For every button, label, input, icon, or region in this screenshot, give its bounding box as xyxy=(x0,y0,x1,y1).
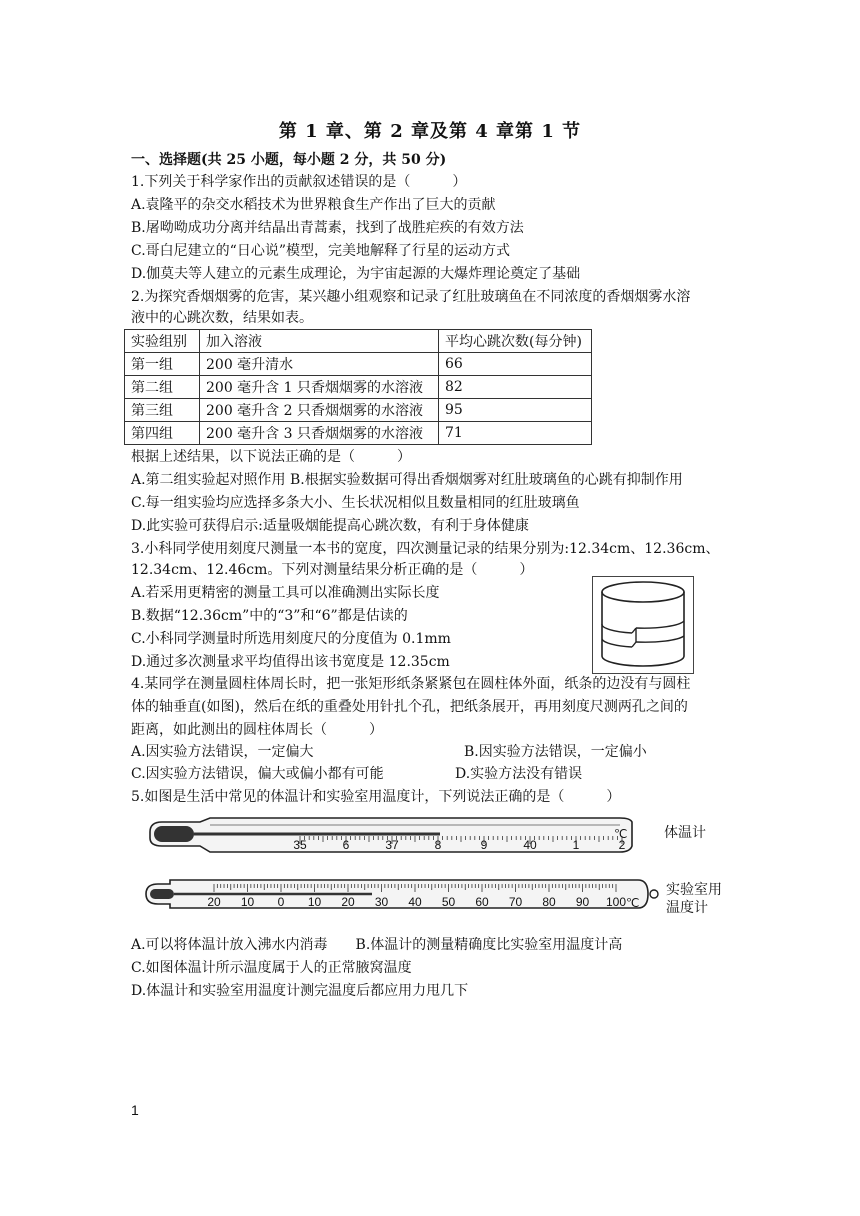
q4-option-d: D.实验方法没有错误 xyxy=(455,766,583,782)
table-row xyxy=(125,376,592,399)
section-heading: 一、选择题(共 25 小题，每小题 2 分，共 50 分) xyxy=(131,152,447,168)
q4-option-a: A.因实验方法错误，一定偏大 xyxy=(131,744,314,760)
q3-option-d: D.通过多次测量求平均值得出该书宽度是 12.35cm xyxy=(131,654,450,670)
lab-thermometer-tick-label: 30 xyxy=(374,895,389,909)
q3-stem-line1: 3.小科同学使用刻度尺测量一本书的宽度，四次测量记录的结果分别为:12.34cm、12.36cm、 xyxy=(131,541,720,557)
q3-option-a: A.若采用更精密的测量工具可以准确测出实际长度 xyxy=(131,585,440,601)
q2-stem-line2: 液中的心跳次数，结果如表。 xyxy=(131,310,313,326)
q3-option-b: B.数据“12.36cm”中的“3”和“6”都是估读的 xyxy=(131,608,408,624)
lab-thermometer-tick-label: 100 xyxy=(605,895,627,909)
page-title: 第 1 章、第 2 章及第 4 章第 1 节 xyxy=(278,121,582,142)
table-cell: 第一组 xyxy=(125,353,200,376)
q5-option-ab: A.可以将体温计放入沸水内消毒 B.体温计的测量精确度比实验室用温度计高 xyxy=(131,937,623,953)
q4-stem-line2: 体的轴垂直(如图)，然后在纸的重叠处用针扎个孔，把纸条展开，再用刻度尺测两孔之间的 xyxy=(131,699,688,715)
clinical-thermometer-tick-label: 8 xyxy=(434,838,442,852)
table-cell: 第二组 xyxy=(125,376,200,399)
table-cell: 71 xyxy=(439,422,592,445)
clinical-thermometer-tick-label: 9 xyxy=(480,838,488,852)
table-cell: 66 xyxy=(439,353,592,376)
page-number: 1 xyxy=(131,1102,139,1118)
q2-after-table: 根据上述结果，以下说法正确的是（ ） xyxy=(131,449,411,465)
lab-thermometer-tick-label: 40 xyxy=(408,895,422,909)
q1-option-c: C.哥白尼建立的“日心说”模型，完美地解释了行星的运动方式 xyxy=(131,243,510,259)
clinical-thermometer-tick-label: 35 xyxy=(293,838,307,852)
lab-thermometer-tick-label: 60 xyxy=(475,895,489,909)
table-cell: 95 xyxy=(439,399,592,422)
table-cell: 82 xyxy=(439,376,592,399)
lab-thermometer-label xyxy=(666,880,722,916)
q1-option-b: B.屠呦呦成功分离并结晶出青蒿素，找到了战胜疟疾的有效方法 xyxy=(131,220,524,236)
q2-option-ab: A.第二组实验起对照作用 B.根据实验数据可得出香烟烟雾对红肚玻璃鱼的心跳有抑制作用 xyxy=(131,472,683,488)
table-cell: 200 毫升含 3 只香烟烟雾的水溶液 xyxy=(200,422,439,445)
q1-stem: 1.下列关于科学家作出的贡献叙述错误的是（ ） xyxy=(131,174,467,190)
lab-thermometer-tick-label: 90 xyxy=(575,895,590,909)
lab-thermometer-label-line1: 实验室用 xyxy=(666,881,722,897)
table-cell: 200 毫升清水 xyxy=(200,353,439,376)
cylinder-figure xyxy=(592,576,694,674)
table-row xyxy=(125,399,592,422)
table-row xyxy=(125,422,592,445)
lab-thermometer-label-line2: 温度计 xyxy=(666,899,708,915)
clinical-thermometer-tick-label: 2 xyxy=(618,838,626,852)
table-cell: 200 毫升含 2 只香烟烟雾的水溶液 xyxy=(200,399,439,422)
q2-option-c: C.每一组实验均应选择多条大小、生长状况相似且数量相同的红肚玻璃鱼 xyxy=(131,495,580,511)
table-row xyxy=(125,353,592,376)
q4-stem-line3: 距离，如此测出的圆柱体周长（ ） xyxy=(131,722,383,738)
lab-thermometer-tick-label: 20 xyxy=(207,895,221,909)
q4-option-b: B.因实验方法错误，一定偏小 xyxy=(464,744,647,760)
table-cell: 第三组 xyxy=(125,399,200,422)
lab-thermometer-tick-label: 0 xyxy=(277,895,285,909)
table-header-cell: 加入溶液 xyxy=(200,330,439,353)
table-header-row xyxy=(125,330,592,353)
q5-stem: 5.如图是生活中常见的体温计和实验室用温度计，下列说法正确的是（ ） xyxy=(131,789,621,805)
lab-thermometer-tick-label: 80 xyxy=(542,895,556,909)
lab-thermometer-tick-label: 10 xyxy=(307,895,322,909)
q2-option-d: D.此实验可获得启示:适量吸烟能提高心跳次数，有利于身体健康 xyxy=(131,518,529,534)
q3-option-c: C.小科同学测量时所选用刻度尺的分度值为 0.1mm xyxy=(131,631,451,647)
clinical-thermometer-label: 体温计 xyxy=(664,824,706,840)
clinical-thermometer-figure xyxy=(140,812,740,860)
table-header-cell: 实验组别 xyxy=(125,330,200,353)
q3-stem-line2: 12.34cm、12.46cm。下列对测量结果分析正确的是（ ） xyxy=(131,562,534,578)
lab-thermometer-tick-label: 50 xyxy=(441,895,456,909)
lab-thermometer-tick-label: 70 xyxy=(508,895,523,909)
clinical-thermometer-tick-label: 6 xyxy=(342,838,350,852)
table-cell: 第四组 xyxy=(125,422,200,445)
q4-option-c: C.因实验方法错误，偏大或偏小都有可能 xyxy=(131,766,384,782)
table-header-cell: 平均心跳次数(每分钟) xyxy=(439,330,592,353)
lab-thermometer-figure xyxy=(140,872,660,916)
clinical-thermometer-unit: ℃ xyxy=(614,827,628,841)
clinical-thermometer-tick-label: 40 xyxy=(523,838,537,852)
q1-option-a: A.袁隆平的杂交水稻技术为世界粮食生产作出了巨大的贡献 xyxy=(131,197,496,213)
q4-stem-line1: 4.某同学在测量圆柱体周长时，把一张矩形纸条紧紧包在圆柱体外面，纸条的边没有与圆柱 xyxy=(131,676,691,692)
lab-thermometer-tick-label: 10 xyxy=(240,895,255,909)
table-cell: 200 毫升含 1 只香烟烟雾的水溶液 xyxy=(200,376,439,399)
lab-thermometer-unit: ℃ xyxy=(626,896,640,910)
q5-option-d: D.体温计和实验室用温度计测完温度后都应用力甩几下 xyxy=(131,983,469,999)
experiment-table xyxy=(124,329,592,445)
q1-option-d: D.伽莫夫等人建立的元素生成理论，为宇宙起源的大爆炸理论奠定了基础 xyxy=(131,266,581,282)
lab-thermometer-tick-label: 20 xyxy=(341,895,355,909)
q5-option-c: C.如图体温计所示温度属于人的正常腋窝温度 xyxy=(131,960,412,976)
clinical-thermometer-tick-label: 1 xyxy=(572,838,580,852)
q2-stem-line1: 2.为探究香烟烟雾的危害，某兴趣小组观察和记录了红肚玻璃鱼在不同浓度的香烟烟雾水溶 xyxy=(131,289,691,305)
clinical-thermometer-tick-label: 37 xyxy=(385,838,399,852)
